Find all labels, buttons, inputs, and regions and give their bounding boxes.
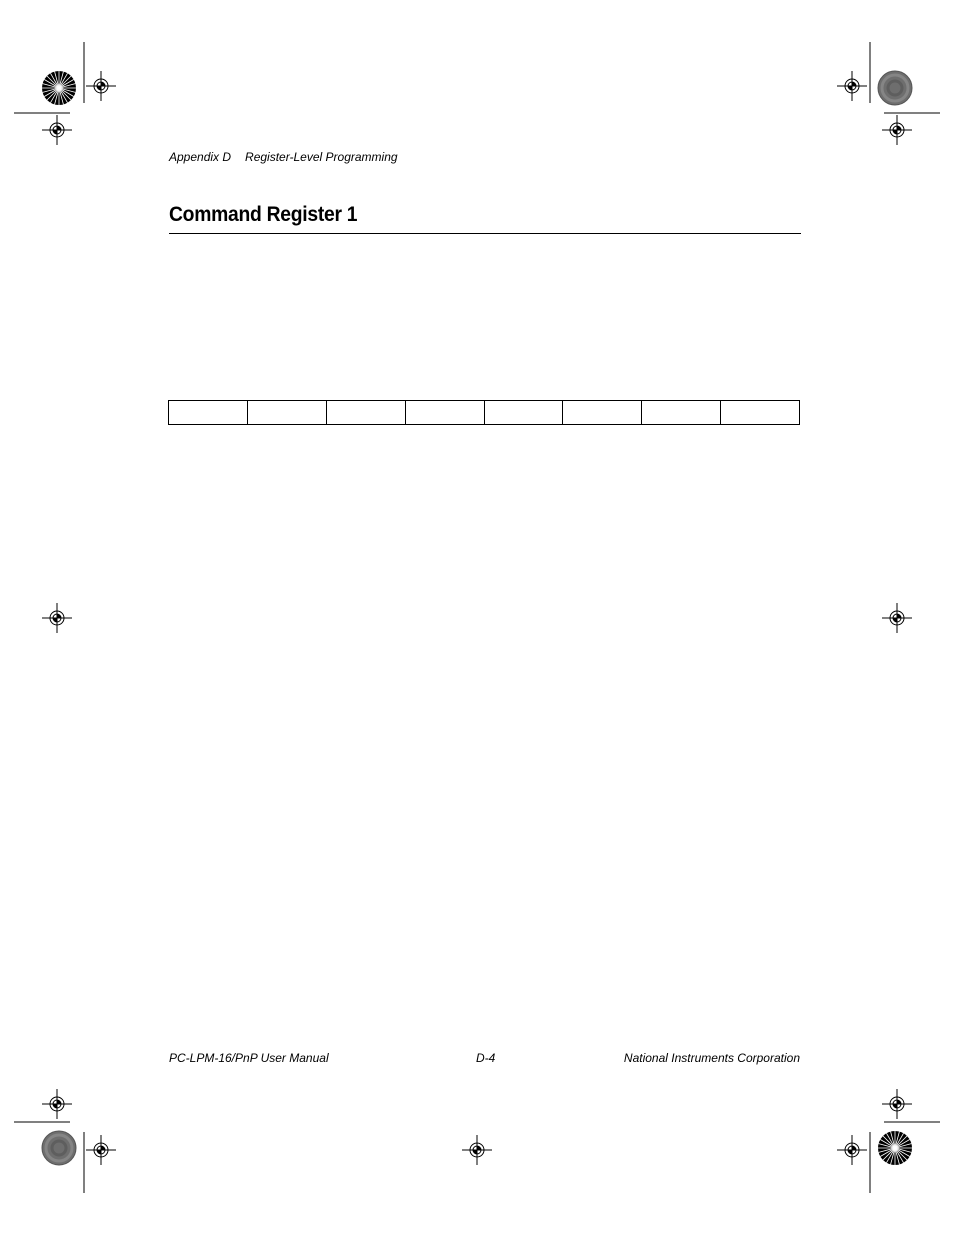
registration-mark-right-middle — [882, 603, 912, 633]
footer-page-number: D-4 — [476, 1051, 496, 1065]
registration-mark-top-right-lower — [882, 115, 912, 145]
registration-mark-bottom-right-inner — [837, 1135, 867, 1165]
starburst-mark-top-left — [42, 71, 76, 105]
bit-cell — [406, 401, 485, 424]
registration-mark-top-right-inner — [837, 71, 867, 101]
registration-mark-bottom-left-inner — [86, 1135, 116, 1165]
bit-cell — [327, 401, 406, 424]
gray-disc-mark-bottom-left — [42, 1131, 76, 1165]
gray-disc-mark-top-right — [878, 71, 912, 105]
bit-cell — [169, 401, 248, 424]
registration-mark-bottom-left-upper — [42, 1089, 72, 1119]
title-rule — [169, 233, 801, 234]
registration-mark-top-left-lower — [42, 115, 72, 145]
bit-cell — [642, 401, 721, 424]
bit-cell — [248, 401, 327, 424]
bit-cell — [721, 401, 799, 424]
starburst-mark-bottom-right — [878, 1131, 912, 1165]
running-header — [169, 150, 398, 164]
register-bit-row — [168, 400, 800, 425]
registration-mark-top-left-inner — [86, 71, 116, 101]
page-title: Command Register 1 — [169, 203, 358, 226]
registration-mark-bottom-center — [462, 1135, 492, 1165]
registration-mark-bottom-right-upper — [882, 1089, 912, 1119]
footer-company: National Instruments Corporation — [623, 1051, 800, 1065]
header-appendix: Appendix D — [169, 150, 232, 164]
bit-cell — [563, 401, 642, 424]
footer-manual-name: PC-LPM-16/PnP User Manual — [169, 1051, 329, 1065]
header-section: Register-Level Programming — [245, 150, 398, 164]
registration-mark-left-middle — [42, 603, 72, 633]
bit-cell — [485, 401, 564, 424]
